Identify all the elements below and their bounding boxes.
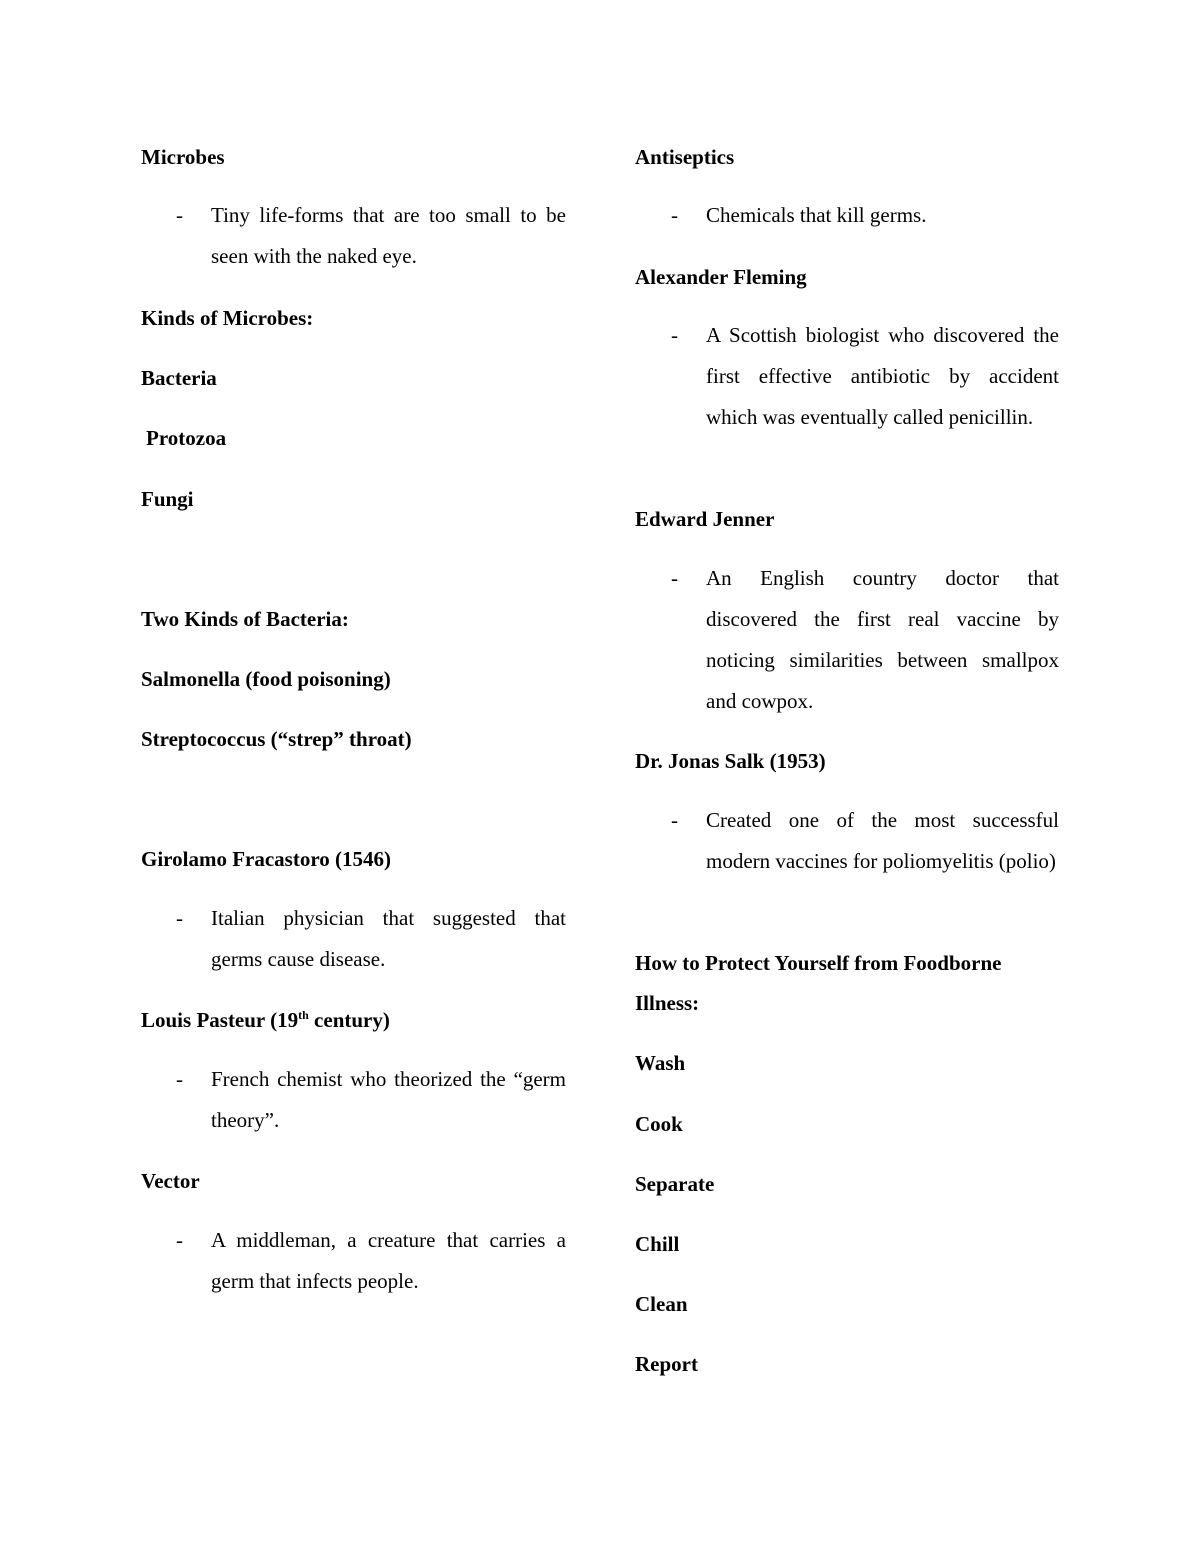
bacteria-salmonella: Salmonella (food poisoning): [141, 667, 391, 691]
fleming-heading: Alexander Fleming: [635, 265, 807, 289]
bullet-dash: -: [671, 566, 678, 590]
pasteur-definition-text: French chemist who theorized the “germ theory”.: [211, 1067, 566, 1132]
bullet-dash: -: [671, 203, 678, 227]
antiseptics-definition-text: Chemicals that kill germs.: [706, 203, 927, 227]
step-chill: Chill: [635, 1232, 680, 1256]
pasteur-heading-century: century): [308, 1008, 390, 1032]
fracastoro-heading: Girolamo Fracastoro (1546): [141, 847, 392, 871]
fleming-definition: [671, 315, 1059, 479]
step-separate: Separate: [635, 1172, 715, 1196]
step-cook: Cook: [635, 1112, 683, 1136]
salk-definition: [671, 800, 1059, 923]
bullet-dash: -: [176, 1067, 183, 1091]
bullet-dash: -: [671, 323, 678, 347]
vector-definition: [176, 1220, 566, 1302]
step-report: Report: [635, 1352, 698, 1376]
bacteria-kinds-heading: Two Kinds of Bacteria:: [141, 607, 349, 631]
bullet-dash: -: [176, 906, 183, 930]
vector-heading: Vector: [141, 1169, 200, 1193]
kind-fungi: Fungi: [141, 487, 194, 511]
pasteur-definition: [176, 1059, 566, 1141]
fracastoro-definition: [176, 898, 566, 980]
microbes-definition-text: Tiny life-forms that are too small to be seen with the naked eye.: [211, 203, 566, 268]
microbes-heading: Microbes: [141, 145, 225, 169]
pasteur-heading-superscript: th: [298, 1008, 309, 1022]
fracastoro-definition-text: Italian physician that suggested that germs cause disease.: [211, 906, 566, 971]
salk-heading: Dr. Jonas Salk (1953): [635, 749, 826, 773]
pasteur-heading-name: Louis Pasteur (19: [141, 1008, 299, 1032]
step-clean: Clean: [635, 1292, 688, 1316]
bullet-dash: -: [671, 808, 678, 832]
kinds-of-microbes-heading: Kinds of Microbes:: [141, 306, 314, 330]
bacteria-streptococcus: Streptococcus (“strep” throat): [141, 727, 412, 751]
jenner-definition-text: An English country doctor that discovered the first real vaccine by noticing similarities between smallpox and cowpox.: [706, 566, 1059, 713]
antiseptics-heading: Antiseptics: [635, 145, 735, 169]
jenner-heading: Edward Jenner: [635, 507, 775, 531]
microbes-definition: [176, 195, 566, 277]
protect-heading: How to Protect Yourself from Foodborne Illness:: [635, 951, 1002, 1015]
bullet-dash: -: [176, 1228, 183, 1252]
salk-definition-text: Created one of the most successful modern vaccines for poliomyelitis (polio): [706, 808, 1059, 873]
step-wash: Wash: [635, 1051, 686, 1075]
pasteur-heading: [141, 1008, 390, 1032]
kind-bacteria: Bacteria: [141, 366, 217, 390]
jenner-definition: [671, 558, 1059, 722]
bullet-dash: -: [176, 203, 183, 227]
kind-protozoa: Protozoa: [146, 426, 227, 450]
fleming-definition-text: A Scottish biologist who discovered the first effective antibiotic by accident which was eventually called penicillin.: [706, 323, 1059, 429]
vector-definition-text: A middleman, a creature that carries a germ that infects people.: [211, 1228, 566, 1293]
antiseptics-definition: [671, 195, 1059, 236]
